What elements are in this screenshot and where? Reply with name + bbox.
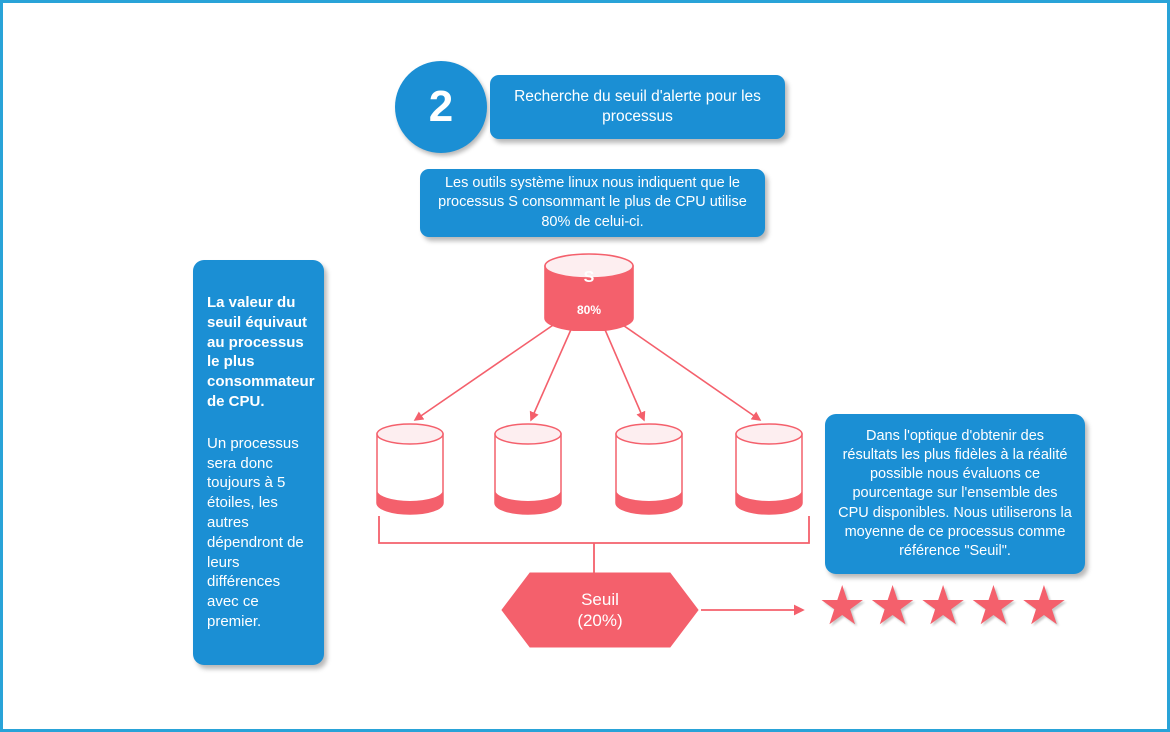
note-box-label: Les outils système linux nous indiquent que le processus S consommant le plus de CPU utilise 80% de celui-ci.	[438, 175, 747, 230]
title-box	[490, 75, 785, 139]
cpu-cylinder-2-value: 20%	[516, 491, 540, 503]
process-cylinder-main-value: 80%	[576, 303, 602, 317]
cpu-cylinder-3	[614, 423, 684, 515]
left-box-paragraph-2: Un processus sera donc toujours à 5 étoiles, les autres dépendront de leurs différences avec ce premier.	[207, 434, 304, 630]
cpu-cylinder-2	[493, 423, 563, 515]
left-explanation-box	[193, 260, 324, 665]
star-icon: ★	[868, 576, 917, 636]
star-icon: ★	[818, 576, 867, 636]
seuil-hexagon	[500, 571, 700, 649]
right-box-label: Dans l'optique d'obtenir des résultats les plus fidèles à la réalité possible nous évaluons ce pourcentage sur l'ensemble des CPU disponibles. Nous utiliserons la moyenne de ce processus comme référence "Seuil".	[838, 428, 1072, 559]
cpu-cylinder-4-value: 20%	[757, 491, 781, 503]
seuil-hexagon-value: (20%)	[577, 611, 623, 630]
process-cylinder-main-name: S	[583, 269, 595, 286]
seuil-hexagon-label: Seuil	[581, 589, 619, 609]
cpu-cylinder-1-value: 20%	[398, 491, 422, 503]
cpu-cylinder-3-value: 20%	[637, 491, 661, 503]
step-number-circle	[395, 61, 487, 153]
title-box-label: Recherche du seuil d'alerte pour les processus	[514, 87, 761, 125]
star-icon: ★	[918, 576, 968, 636]
star-rating	[818, 576, 1069, 636]
process-cylinder-main	[543, 253, 635, 331]
right-explanation-box	[825, 414, 1085, 574]
left-box-paragraph-1: La valeur du seuil équivaut au processus le plus consommateur de CPU.	[207, 294, 315, 410]
cpu-cylinder-4	[734, 423, 804, 515]
note-box	[420, 169, 765, 237]
cpu-cylinder-1	[375, 423, 445, 515]
step-number-label: 2	[428, 82, 454, 131]
star-icon: ★	[1019, 576, 1069, 636]
star-icon: ★	[969, 576, 1018, 636]
